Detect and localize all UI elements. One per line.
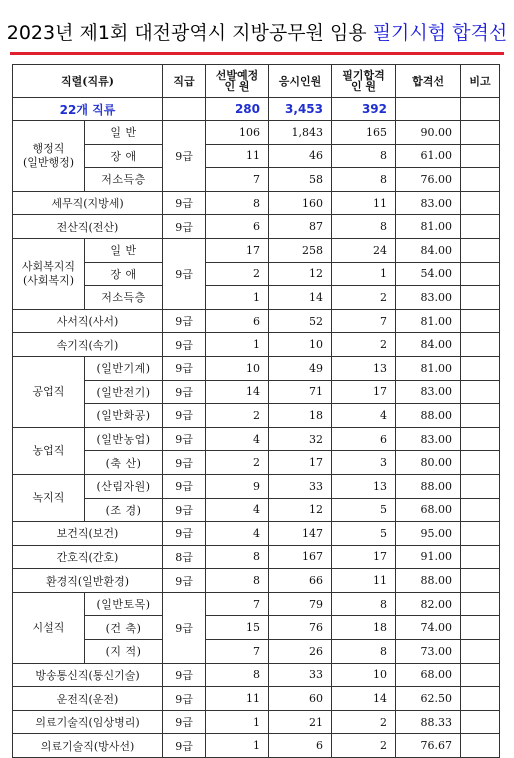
table-row xyxy=(13,215,500,239)
summary-label: 22개 직류 xyxy=(13,98,163,121)
row-sub: (일반농업) xyxy=(85,427,163,451)
row-cutoff: 68.00 xyxy=(396,663,461,687)
row-applicants: 71 xyxy=(269,380,332,404)
row-cutoff: 68.00 xyxy=(396,498,461,522)
header-row xyxy=(13,65,500,98)
row-applicants: 258 xyxy=(269,238,332,262)
row-note xyxy=(461,333,500,357)
row-selected: 11 xyxy=(206,144,269,168)
row-grade: 9급 xyxy=(163,592,206,663)
row-sub: 저소득층 xyxy=(85,168,163,192)
row-passed: 10 xyxy=(332,663,396,687)
row-grade: 8급 xyxy=(163,545,206,569)
table-row xyxy=(13,616,500,640)
row-note xyxy=(461,427,500,451)
row-note xyxy=(461,663,500,687)
row-selected: 15 xyxy=(206,616,269,640)
table-row xyxy=(13,262,500,286)
group-haengjeong: 행정직 (일반행정) xyxy=(13,121,85,192)
title-accent: 필기시험 합격선 xyxy=(372,22,508,44)
row-applicants: 21 xyxy=(269,710,332,734)
row-applicants: 76 xyxy=(269,616,332,640)
group-siseol: 시설직 xyxy=(13,592,85,663)
row-applicants: 14 xyxy=(269,286,332,310)
row-applicants: 18 xyxy=(269,404,332,428)
row-selected: 17 xyxy=(206,238,269,262)
row-selected: 6 xyxy=(206,215,269,239)
row-sub: 장 애 xyxy=(85,144,163,168)
row-applicants: 46 xyxy=(269,144,332,168)
row-passed: 2 xyxy=(332,734,396,758)
title-underline xyxy=(10,52,504,55)
row-grade: 9급 xyxy=(163,427,206,451)
row-note xyxy=(461,592,500,616)
table-row xyxy=(13,286,500,310)
row-applicants: 52 xyxy=(269,309,332,333)
table-row xyxy=(13,734,500,758)
row-grade: 9급 xyxy=(163,710,206,734)
header-passed-line1: 필기합격 xyxy=(342,69,385,82)
row-job: 전산직(전산) xyxy=(13,215,163,239)
row-cutoff: 81.00 xyxy=(396,215,461,239)
row-passed: 24 xyxy=(332,238,396,262)
row-note xyxy=(461,238,500,262)
table-row xyxy=(13,427,500,451)
row-passed: 4 xyxy=(332,404,396,428)
row-applicants: 26 xyxy=(269,640,332,664)
row-sub: (건 축) xyxy=(85,616,163,640)
row-grade: 9급 xyxy=(163,569,206,593)
table-row xyxy=(13,191,500,215)
header-note: 비고 xyxy=(461,65,500,98)
row-note xyxy=(461,121,500,145)
header-job: 직렬(직류) xyxy=(13,65,163,98)
row-applicants: 49 xyxy=(269,356,332,380)
row-passed: 8 xyxy=(332,592,396,616)
row-selected: 8 xyxy=(206,545,269,569)
row-applicants: 17 xyxy=(269,451,332,475)
row-grade: 9급 xyxy=(163,356,206,380)
row-passed: 17 xyxy=(332,380,396,404)
row-note xyxy=(461,168,500,192)
row-cutoff: 83.00 xyxy=(396,380,461,404)
table-row xyxy=(13,168,500,192)
row-passed: 5 xyxy=(332,498,396,522)
row-passed: 11 xyxy=(332,191,396,215)
header-grade: 직급 xyxy=(163,65,206,98)
row-cutoff: 74.00 xyxy=(396,616,461,640)
header-passed-line2: 인 원 xyxy=(350,80,377,93)
row-applicants: 167 xyxy=(269,545,332,569)
row-job: 방송통신직(통신기술) xyxy=(13,663,163,687)
row-note xyxy=(461,356,500,380)
row-sub: (산림자원) xyxy=(85,474,163,498)
summary-note xyxy=(461,98,500,121)
header-selected-line2: 인 원 xyxy=(224,80,250,93)
row-job: 속기직(속기) xyxy=(13,333,163,357)
row-sub: (일반화공) xyxy=(85,404,163,428)
row-passed: 8 xyxy=(332,168,396,192)
row-selected: 8 xyxy=(206,569,269,593)
row-passed: 2 xyxy=(332,286,396,310)
row-selected: 1 xyxy=(206,333,269,357)
results-table xyxy=(12,64,500,758)
row-selected: 4 xyxy=(206,427,269,451)
row-note xyxy=(461,404,500,428)
table-row xyxy=(13,498,500,522)
row-grade: 9급 xyxy=(163,380,206,404)
row-passed: 17 xyxy=(332,545,396,569)
summary-row xyxy=(13,98,500,121)
row-sub: (일반전기) xyxy=(85,380,163,404)
row-cutoff: 83.00 xyxy=(396,427,461,451)
table-row xyxy=(13,663,500,687)
row-grade: 9급 xyxy=(163,215,206,239)
row-cutoff: 54.00 xyxy=(396,262,461,286)
row-passed: 2 xyxy=(332,333,396,357)
table-row xyxy=(13,522,500,546)
header-applicants: 응시인원 xyxy=(269,65,332,98)
table-row xyxy=(13,238,500,262)
row-selected: 1 xyxy=(206,734,269,758)
row-note xyxy=(461,262,500,286)
row-cutoff: 88.00 xyxy=(396,404,461,428)
row-grade: 9급 xyxy=(163,238,206,309)
row-selected: 4 xyxy=(206,522,269,546)
row-passed: 2 xyxy=(332,710,396,734)
row-job: 세무직(지방세) xyxy=(13,191,163,215)
header-selected-line1: 선발예정 xyxy=(215,69,259,82)
row-applicants: 6 xyxy=(269,734,332,758)
row-selected: 7 xyxy=(206,640,269,664)
row-selected: 8 xyxy=(206,191,269,215)
row-applicants: 33 xyxy=(269,474,332,498)
row-note xyxy=(461,640,500,664)
row-job: 사서직(사서) xyxy=(13,309,163,333)
row-note xyxy=(461,474,500,498)
group-gongeop: 공업직 xyxy=(13,356,85,427)
row-note xyxy=(461,545,500,569)
row-applicants: 79 xyxy=(269,592,332,616)
row-grade: 9급 xyxy=(163,663,206,687)
row-applicants: 66 xyxy=(269,569,332,593)
row-sub: 일 반 xyxy=(85,238,163,262)
table-row xyxy=(13,144,500,168)
row-selected: 11 xyxy=(206,687,269,711)
row-grade: 9급 xyxy=(163,474,206,498)
row-selected: 2 xyxy=(206,451,269,475)
row-cutoff: 76.67 xyxy=(396,734,461,758)
row-selected: 2 xyxy=(206,262,269,286)
row-sub: (조 경) xyxy=(85,498,163,522)
row-sub: (축 산) xyxy=(85,451,163,475)
row-selected: 1 xyxy=(206,286,269,310)
row-passed: 5 xyxy=(332,522,396,546)
title-main: 2023년 제1회 대전광역시 지방공무원 임용 xyxy=(6,22,373,44)
row-selected: 6 xyxy=(206,309,269,333)
row-cutoff: 88.00 xyxy=(396,474,461,498)
row-passed: 1 xyxy=(332,262,396,286)
row-cutoff: 61.00 xyxy=(396,144,461,168)
table-row xyxy=(13,640,500,664)
row-sub: (일반토목) xyxy=(85,592,163,616)
row-note xyxy=(461,616,500,640)
row-grade: 9급 xyxy=(163,121,206,192)
row-grade: 9급 xyxy=(163,498,206,522)
row-applicants: 10 xyxy=(269,333,332,357)
row-job: 의료기술직(임상병리) xyxy=(13,710,163,734)
row-note xyxy=(461,451,500,475)
row-note xyxy=(461,191,500,215)
row-note xyxy=(461,569,500,593)
row-cutoff: 83.00 xyxy=(396,191,461,215)
row-applicants: 147 xyxy=(269,522,332,546)
row-applicants: 32 xyxy=(269,427,332,451)
row-note xyxy=(461,734,500,758)
row-selected: 10 xyxy=(206,356,269,380)
row-cutoff: 73.00 xyxy=(396,640,461,664)
summary-applicants: 3,453 xyxy=(269,98,332,121)
row-applicants: 58 xyxy=(269,168,332,192)
row-passed: 6 xyxy=(332,427,396,451)
row-passed: 14 xyxy=(332,687,396,711)
row-note xyxy=(461,710,500,734)
row-passed: 18 xyxy=(332,616,396,640)
row-sub: 장 애 xyxy=(85,262,163,286)
table-row xyxy=(13,356,500,380)
row-job: 보건직(보건) xyxy=(13,522,163,546)
row-selected: 1 xyxy=(206,710,269,734)
header-selected xyxy=(206,65,269,98)
row-cutoff: 88.33 xyxy=(396,710,461,734)
table-row xyxy=(13,333,500,357)
row-passed: 8 xyxy=(332,640,396,664)
row-cutoff: 80.00 xyxy=(396,451,461,475)
row-cutoff: 83.00 xyxy=(396,286,461,310)
row-job: 운전직(운전) xyxy=(13,687,163,711)
row-grade: 9급 xyxy=(163,522,206,546)
table-row xyxy=(13,404,500,428)
row-applicants: 60 xyxy=(269,687,332,711)
table-row xyxy=(13,545,500,569)
row-job: 간호직(간호) xyxy=(13,545,163,569)
table-row xyxy=(13,592,500,616)
group-sahoe: 사회복지직 (사회복지) xyxy=(13,238,85,309)
table-row xyxy=(13,687,500,711)
row-applicants: 87 xyxy=(269,215,332,239)
row-applicants: 160 xyxy=(269,191,332,215)
row-sub: (일반기계) xyxy=(85,356,163,380)
row-passed: 3 xyxy=(332,451,396,475)
row-cutoff: 81.00 xyxy=(396,356,461,380)
row-note xyxy=(461,498,500,522)
row-sub: 저소득층 xyxy=(85,286,163,310)
table-row xyxy=(13,569,500,593)
group-nongeop: 농업직 xyxy=(13,427,85,474)
row-cutoff: 95.00 xyxy=(396,522,461,546)
row-selected: 2 xyxy=(206,404,269,428)
summary-grade xyxy=(163,98,206,121)
row-cutoff: 84.00 xyxy=(396,333,461,357)
row-passed: 165 xyxy=(332,121,396,145)
row-applicants: 12 xyxy=(269,262,332,286)
row-cutoff: 90.00 xyxy=(396,121,461,145)
page-title xyxy=(0,18,514,45)
row-selected: 7 xyxy=(206,592,269,616)
row-sub: 일 반 xyxy=(85,121,163,145)
row-selected: 8 xyxy=(206,663,269,687)
row-applicants: 12 xyxy=(269,498,332,522)
row-note xyxy=(461,309,500,333)
row-grade: 9급 xyxy=(163,309,206,333)
row-grade: 9급 xyxy=(163,734,206,758)
summary-cutoff xyxy=(396,98,461,121)
row-passed: 13 xyxy=(332,356,396,380)
row-selected: 4 xyxy=(206,498,269,522)
summary-selected: 280 xyxy=(206,98,269,121)
row-grade: 9급 xyxy=(163,404,206,428)
row-cutoff: 84.00 xyxy=(396,238,461,262)
row-job: 환경직(일반환경) xyxy=(13,569,163,593)
row-note xyxy=(461,286,500,310)
table-row xyxy=(13,451,500,475)
row-cutoff: 76.00 xyxy=(396,168,461,192)
table-row xyxy=(13,309,500,333)
row-note xyxy=(461,215,500,239)
row-selected: 7 xyxy=(206,168,269,192)
table-row xyxy=(13,474,500,498)
row-job: 의료기술직(방사선) xyxy=(13,734,163,758)
header-cutoff: 합격선 xyxy=(396,65,461,98)
row-sub: (지 적) xyxy=(85,640,163,664)
header-passed xyxy=(332,65,396,98)
row-note xyxy=(461,522,500,546)
row-grade: 9급 xyxy=(163,191,206,215)
row-cutoff: 81.00 xyxy=(396,309,461,333)
summary-passed: 392 xyxy=(332,98,396,121)
row-applicants: 33 xyxy=(269,663,332,687)
row-passed: 8 xyxy=(332,215,396,239)
table-row xyxy=(13,710,500,734)
row-cutoff: 88.00 xyxy=(396,569,461,593)
row-grade: 9급 xyxy=(163,451,206,475)
row-selected: 9 xyxy=(206,474,269,498)
row-selected: 106 xyxy=(206,121,269,145)
row-cutoff: 82.00 xyxy=(396,592,461,616)
row-passed: 13 xyxy=(332,474,396,498)
row-grade: 9급 xyxy=(163,333,206,357)
group-nokji: 녹지직 xyxy=(13,474,85,521)
row-passed: 11 xyxy=(332,569,396,593)
row-note xyxy=(461,380,500,404)
row-selected: 14 xyxy=(206,380,269,404)
row-grade: 9급 xyxy=(163,687,206,711)
row-cutoff: 62.50 xyxy=(396,687,461,711)
row-note xyxy=(461,687,500,711)
table-row xyxy=(13,380,500,404)
row-note xyxy=(461,144,500,168)
row-cutoff: 91.00 xyxy=(396,545,461,569)
row-passed: 7 xyxy=(332,309,396,333)
row-passed: 8 xyxy=(332,144,396,168)
table-row xyxy=(13,121,500,145)
row-applicants: 1,843 xyxy=(269,121,332,145)
